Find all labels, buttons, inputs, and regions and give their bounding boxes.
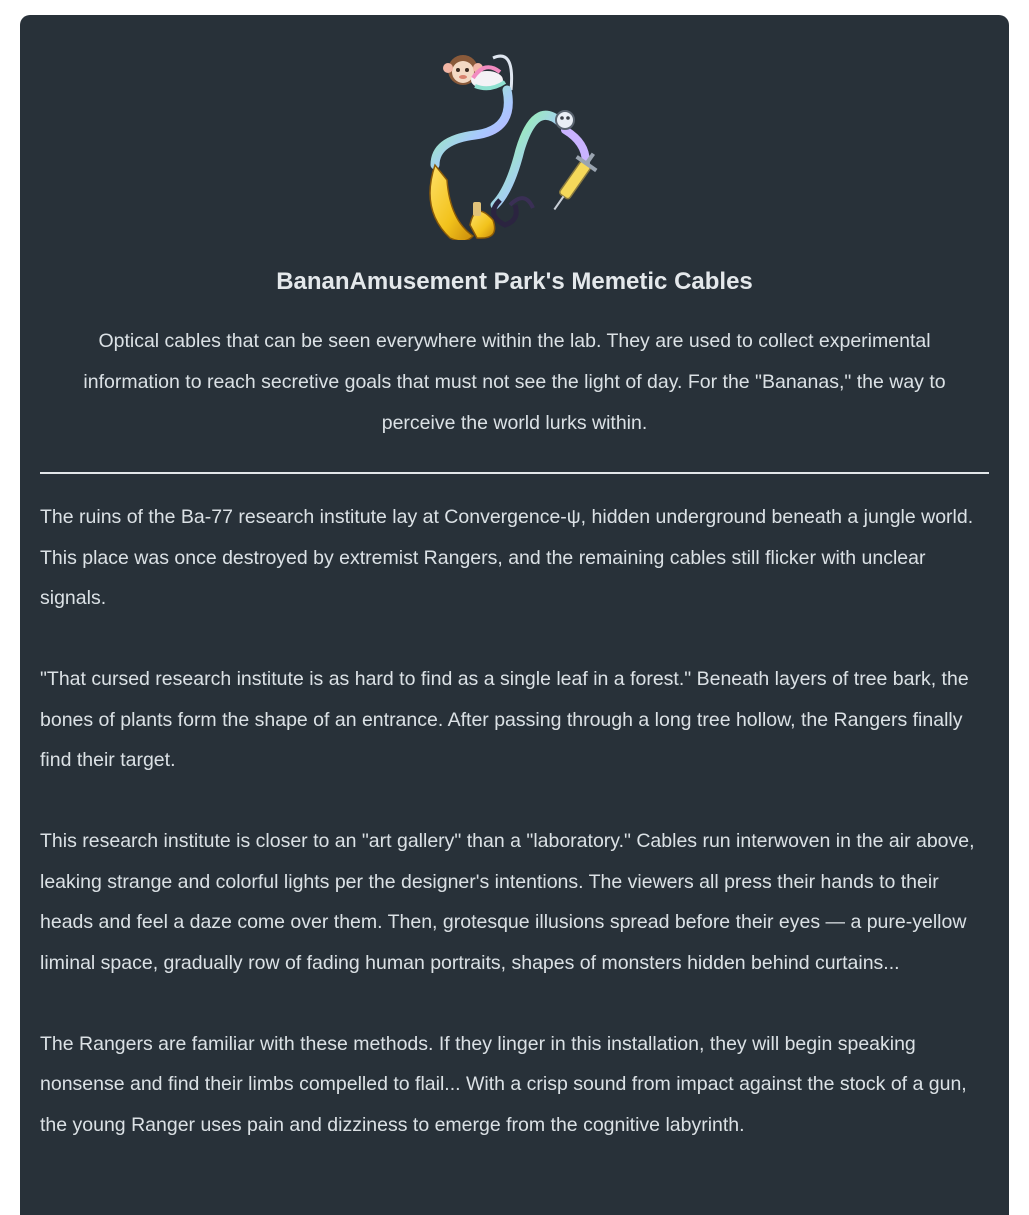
story-paragraph: "That cursed research institute is as hard to find as a single leaf in a forest." Beneath layers of tree bark, the bones of plants form the shape of an entrance. After passing through a long tree hollow, the Rangers finally find their target.: [40, 668, 969, 771]
item-description: Optical cables that can be seen everywhere within the lab. They are used to collect experimental information to reach secretive goals that must not see the light of day. For the "Bananas," the way to perceive the world lurks within.: [83, 330, 946, 434]
story-paragraph: The Rangers are familiar with these methods. If they linger in this installation, they will begin speaking nonsense and find their limbs compelled to flail... With a crisp sound from impact against the stock of a gun, the young Ranger uses pain and dizziness to emerge from the cognitive labyrinth.: [40, 1032, 967, 1136]
memetic-cables-artwork: [415, 40, 615, 240]
cable-left: [435, 90, 508, 165]
section-divider: [40, 472, 989, 474]
syringe: [544, 147, 603, 216]
cable-plug: [556, 111, 574, 129]
story-text: [40, 497, 989, 1145]
story-paragraph: The ruins of the Ba-77 research institute lay at Convergence-ψ, hidden underground beneath a jungle world. This place was once destroyed by extremist Rangers, and the remaining cables still flicker with unclear signals.: [40, 506, 974, 609]
relic-card: [20, 15, 1009, 1215]
cable-right: [495, 115, 560, 205]
banana: [430, 165, 495, 240]
item-title: BananAmusement Park's Memetic Cables: [276, 268, 753, 295]
story-paragraph: This research institute is closer to an "art gallery" than a "laboratory." Cables run interwoven in the air above, leaking strange and colorful lights per the designer's intentions. The viewers all press their hands to their heads and feel a daze come over them. Then, grotesque illusions spread before their eyes — a pure-yellow liminal space, gradually row of fading human portraits, shapes of monsters hidden behind curtains...: [40, 830, 975, 974]
monkey-figure: [443, 55, 512, 90]
